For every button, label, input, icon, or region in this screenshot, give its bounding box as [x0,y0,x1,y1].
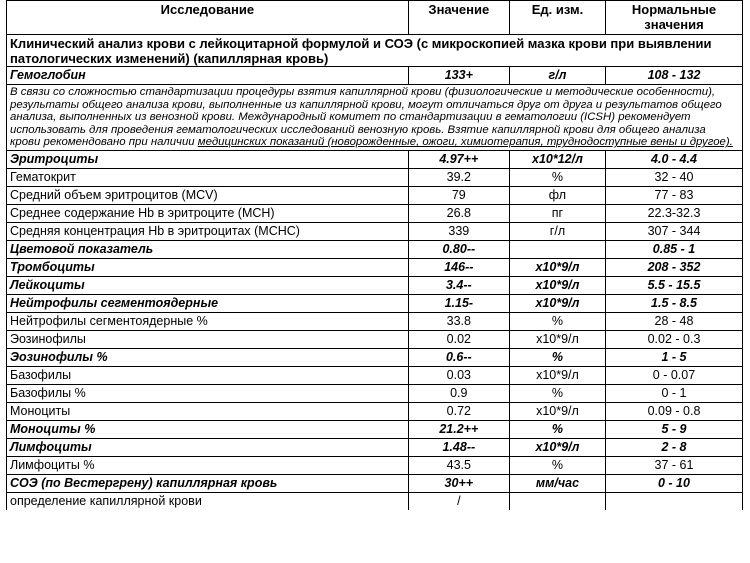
test-value: 3.4-- [408,276,509,294]
table-row [7,276,743,294]
capillary-blood-note [7,85,743,151]
test-reference: 0.02 - 0.3 [605,330,742,348]
test-unit: фл [509,186,605,204]
test-unit: % [509,384,605,402]
test-value: 79 [408,186,509,204]
test-reference: 37 - 61 [605,456,742,474]
table-row [7,240,743,258]
test-unit: г/л [509,222,605,240]
test-value: 0.72 [408,402,509,420]
test-value: 26.8 [408,204,509,222]
table-row [7,330,743,348]
test-unit: х10*12/л [509,150,605,168]
test-reference: 28 - 48 [605,312,742,330]
test-name: Моноциты % [7,420,409,438]
test-unit: г/л [509,67,605,85]
test-value: 1.48-- [408,438,509,456]
test-value: 21.2++ [408,420,509,438]
test-unit: % [509,456,605,474]
test-value: 0.6-- [408,348,509,366]
table-row [7,312,743,330]
test-name: определение капиллярной крови [7,492,409,510]
test-name: Нейтрофилы сегментоядерные % [7,312,409,330]
test-reference: 108 - 132 [605,67,742,85]
test-value: 146-- [408,258,509,276]
column-header-name: Исследование [7,1,409,35]
test-unit: х10*9/л [509,438,605,456]
test-unit: х10*9/л [509,402,605,420]
test-value: 0.9 [408,384,509,402]
table-row [7,492,743,510]
test-unit: мм/час [509,474,605,492]
test-name: Лимфоциты [7,438,409,456]
table-row [7,67,743,85]
table-header [7,1,743,35]
test-name: Базофилы [7,366,409,384]
column-header-ref: Нормальные значения [605,1,742,35]
test-unit: х10*9/л [509,330,605,348]
test-reference: 1 - 5 [605,348,742,366]
table-row [7,294,743,312]
test-reference [605,492,742,510]
test-reference: 0.85 - 1 [605,240,742,258]
test-reference: 2 - 8 [605,438,742,456]
test-reference: 0 - 10 [605,474,742,492]
table-row [7,402,743,420]
test-unit: х10*9/л [509,276,605,294]
test-unit: х10*9/л [509,366,605,384]
test-value: 39.2 [408,168,509,186]
test-name: Лейкоциты [7,276,409,294]
test-unit: % [509,312,605,330]
table-row [7,348,743,366]
test-reference: 4.0 - 4.4 [605,150,742,168]
test-name: Лимфоциты % [7,456,409,474]
test-reference: 0 - 1 [605,384,742,402]
table-row [7,438,743,456]
test-name: Эритроциты [7,150,409,168]
test-value: 133+ [408,67,509,85]
test-reference: 77 - 83 [605,186,742,204]
test-name: Средний объем эритроцитов (MCV) [7,186,409,204]
test-unit: пг [509,204,605,222]
test-unit: х10*9/л [509,294,605,312]
test-unit: х10*9/л [509,258,605,276]
test-name: Среднее содержание Hb в эритроците (MCH) [7,204,409,222]
test-name: Моноциты [7,402,409,420]
table-row [7,186,743,204]
table-row [7,420,743,438]
test-name: Цветовой показатель [7,240,409,258]
test-value: 0.80-- [408,240,509,258]
test-value: / [408,492,509,510]
table-row [7,474,743,492]
test-unit: % [509,420,605,438]
test-unit [509,492,605,510]
test-value: 33.8 [408,312,509,330]
note-underlined-text: медицинских показаний (новорожденные, ожоги, химиотерапия, труднодоступные вены и другое). [197,136,733,149]
test-value: 43.5 [408,456,509,474]
test-reference: 32 - 40 [605,168,742,186]
test-reference: 0.09 - 0.8 [605,402,742,420]
table-row [7,222,743,240]
test-value: 0.03 [408,366,509,384]
test-reference: 0 - 0.07 [605,366,742,384]
test-unit: % [509,348,605,366]
test-reference: 1.5 - 8.5 [605,294,742,312]
note-row [7,85,743,151]
test-name: Базофилы % [7,384,409,402]
table-row [7,204,743,222]
test-reference: 307 - 344 [605,222,742,240]
results-table [6,0,743,510]
test-reference: 5.5 - 15.5 [605,276,742,294]
test-name: Средняя концентрация Hb в эритроцитах (MCHC) [7,222,409,240]
test-value: 0.02 [408,330,509,348]
test-name: Эозинофилы % [7,348,409,366]
section-row [7,35,743,67]
table-row [7,168,743,186]
table-row [7,456,743,474]
column-header-value: Значение [408,1,509,35]
test-name: Гемоглобин [7,67,409,85]
table-row [7,384,743,402]
test-value: 4.97++ [408,150,509,168]
section-title: Клинический анализ крови с лейкоцитарной формулой и СОЭ (с микроскопией мазка крови при выявлении патологических изменений) (капиллярная кровь) [7,35,743,67]
test-value: 339 [408,222,509,240]
test-unit [509,240,605,258]
table-row [7,258,743,276]
test-name: СОЭ (по Вестергрену) капиллярная кровь [7,474,409,492]
test-value: 30++ [408,474,509,492]
test-reference: 5 - 9 [605,420,742,438]
test-name: Тромбоциты [7,258,409,276]
test-unit: % [509,168,605,186]
note-text: В связи со сложностью стандартизации процедуры взятия капиллярной крови (физиологические и методические особенности), результаты общего анализа крови, выполненные из капиллярной крови, могут отличаться друг от друга и результатов общего анализа, выполненных из венозной крови. Международный комитет по стандартизации в гематологии (ICSH) рекомендует использовать для проведения гематологических исследований венозную кровь. Взятие капиллярной крови для общего анализа крови рекомендовано при наличии [10,86,722,149]
test-value: 1.15- [408,294,509,312]
column-header-unit: Ед. изм. [509,1,605,35]
table-row [7,366,743,384]
test-reference: 22.3-32.3 [605,204,742,222]
test-name: Эозинофилы [7,330,409,348]
table-row [7,150,743,168]
lab-results-page [6,0,743,510]
test-name: Нейтрофилы сегментоядерные [7,294,409,312]
test-reference: 208 - 352 [605,258,742,276]
test-name: Гематокрит [7,168,409,186]
